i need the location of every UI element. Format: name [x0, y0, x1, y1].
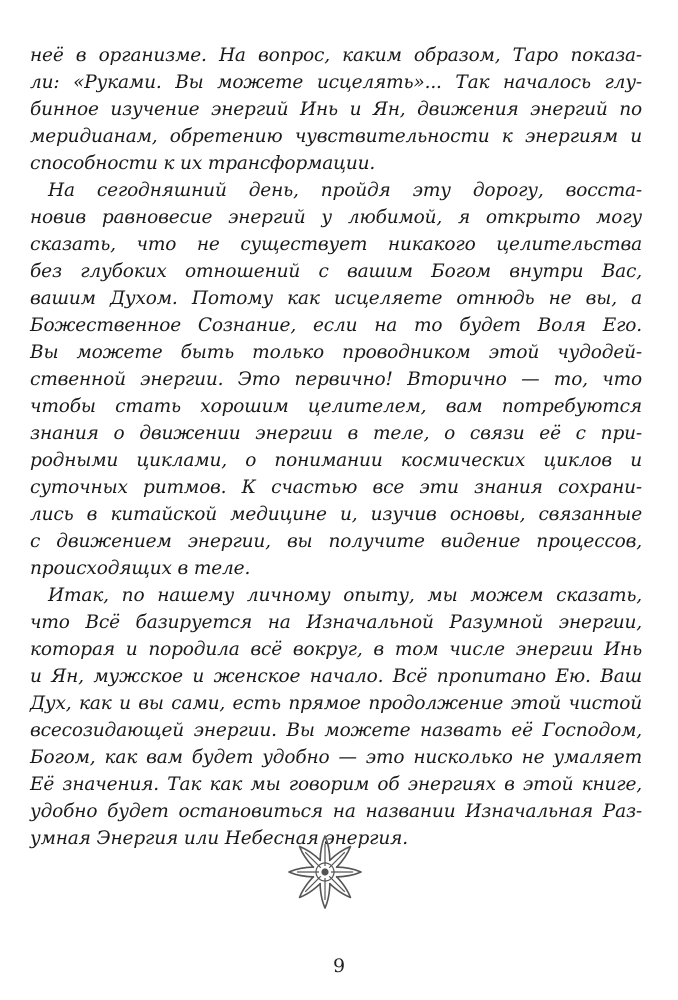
paragraph-1: [30, 42, 642, 177]
text-line: способности к их трансформации.: [30, 153, 376, 174]
text-line: Итак, по нашему личному опыту, мы можем сказать,: [48, 585, 642, 606]
text-line: с движением энергии, вы получите видение процессов,: [30, 531, 642, 552]
text-line: Божественное Сознание, если на то будет Воля Его.: [30, 315, 642, 336]
text-line: и Ян, мужское и женское начало. Всё пропитано Ею. Ваш: [30, 666, 642, 687]
text-line: происходящих в теле.: [30, 558, 251, 579]
paragraph-3: [30, 582, 642, 852]
text-line: Дух, как и вы сами, есть прямое продолжение этой чистой: [30, 693, 642, 714]
text-line: без глубоких отношений с вашим Богом внутри Вас,: [30, 261, 642, 282]
text-line: Её значения. Так как мы говорим об энергиях в этой книге,: [30, 774, 642, 795]
text-line: Богом, как вам будет удобно — это нисколько не умаляет: [30, 747, 642, 768]
page-number: 9: [332, 955, 346, 977]
text-line: суточных ритмов. К счастью все эти знания сохрани-: [30, 477, 642, 498]
text-line: бинное изучение энергий Инь и Ян, движения энергий по: [30, 99, 642, 120]
star-flower-ornament-icon: [285, 832, 365, 912]
text-line: меридианам, обретению чувствительности к энергиям и: [30, 126, 642, 147]
text-line: вашим Духом. Потому как исцеляете отнюдь не вы, а: [30, 288, 642, 309]
text-line: ли: «Руками. Вы можете исцелять»... Так началось глу-: [30, 72, 642, 93]
text-line: всесозидающей энергии. Вы можете назвать её Господом,: [30, 720, 642, 741]
text-line: которая и породила всё вокруг, в том числе энергии Инь: [30, 639, 642, 660]
text-line: неё в организме. На вопрос, каким образом, Таро показа-: [30, 45, 642, 66]
body-text: [30, 42, 642, 852]
paragraph-2: [30, 177, 642, 582]
text-line: умная Энергия или Небесная энергия.: [30, 828, 408, 849]
text-line: новив равновесие энергий у любимой, я открыто могу: [30, 207, 642, 228]
text-line: лись в китайской медицине и, изучив основы, связанные: [30, 504, 642, 525]
text-line: сказать, что не существует никакого целительства: [30, 234, 642, 255]
text-line: что Всё базируется на Изначальной Разумной энергии,: [30, 612, 642, 633]
text-line: чтобы стать хорошим целителем, вам потребуются: [30, 396, 642, 417]
text-line: ственной энергии. Это первично! Вторично — то, что: [30, 369, 642, 390]
text-line: удобно будет остановиться на названии Изначальная Раз-: [30, 801, 642, 822]
text-line: родными циклами, о понимании космических циклов и: [30, 450, 642, 471]
text-line: На сегодняшний день, пройдя эту дорогу, восста-: [48, 180, 642, 201]
ornament-center: [322, 869, 328, 875]
text-line: Вы можете быть только проводником этой чудодей-: [30, 342, 642, 363]
text-line: знания о движении энергии в теле, о связи её с при-: [30, 423, 642, 444]
